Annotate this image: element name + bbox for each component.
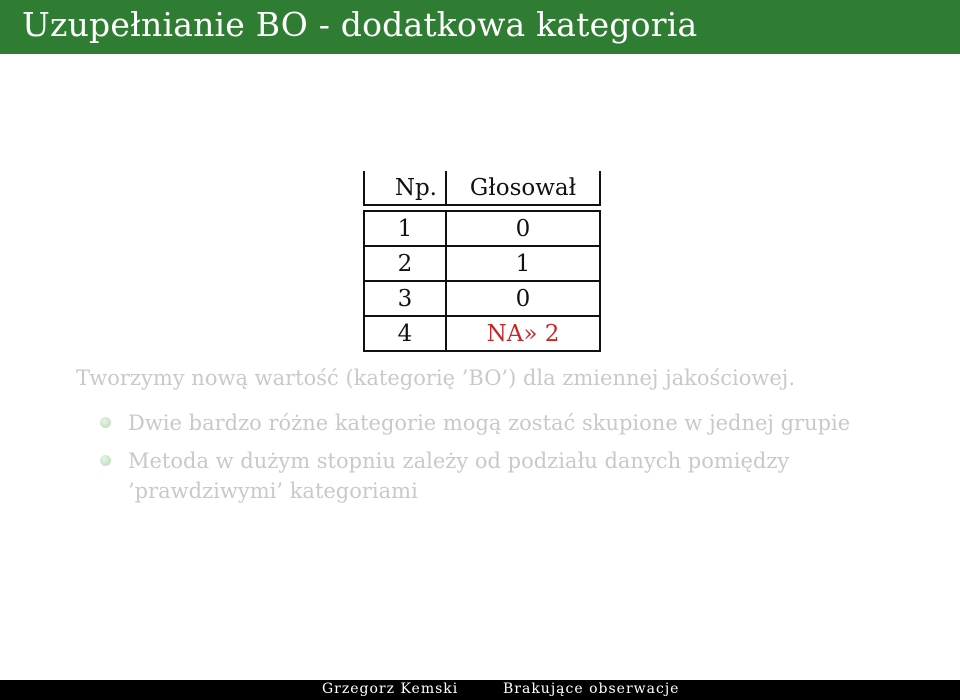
footer-author: Grzegorz Kemski bbox=[322, 681, 459, 697]
cell-glosowal: 1 bbox=[446, 246, 600, 281]
footer-talk-title: Brakujące obserwacje bbox=[503, 681, 680, 697]
table-row bbox=[364, 211, 600, 246]
bullet-text: Dwie bardzo różne kategorie mogą zostać skupione w jednej grupie bbox=[128, 411, 851, 435]
cell-np: 1 bbox=[364, 211, 446, 246]
cell-glosowal: 0 bbox=[446, 281, 600, 316]
slide-title-bar bbox=[0, 0, 960, 54]
table-row bbox=[364, 316, 600, 351]
table-header-row bbox=[364, 171, 600, 205]
table-row bbox=[364, 246, 600, 281]
cell-glosowal-highlight: NA» 2 bbox=[446, 316, 600, 351]
example-table-container bbox=[363, 171, 601, 352]
cell-glosowal: 0 bbox=[446, 211, 600, 246]
bullet-text: Metoda w dużym stopniu zależy od podziału danych pomiędzy ’prawdziwymi’ kategoriami bbox=[128, 449, 790, 503]
slide-title: Uzupełnianie BO - dodatkowa kategoria bbox=[22, 5, 698, 44]
cell-np: 3 bbox=[364, 281, 446, 316]
header-glosowal: Głosował bbox=[446, 171, 600, 205]
example-table bbox=[363, 171, 601, 352]
intro-text: Tworzymy nową wartość (kategorię ’BO’) dla zmiennej jakościowej. bbox=[76, 366, 795, 390]
cell-np: 2 bbox=[364, 246, 446, 281]
table-row bbox=[364, 281, 600, 316]
bullet-list bbox=[100, 408, 880, 514]
bullet-dot-icon bbox=[100, 455, 111, 466]
header-np: Np. bbox=[364, 171, 446, 205]
list-item bbox=[100, 408, 880, 438]
bullet-dot-icon bbox=[100, 417, 111, 428]
footer-bar bbox=[0, 680, 960, 700]
cell-np: 4 bbox=[364, 316, 446, 351]
list-item bbox=[100, 446, 880, 506]
